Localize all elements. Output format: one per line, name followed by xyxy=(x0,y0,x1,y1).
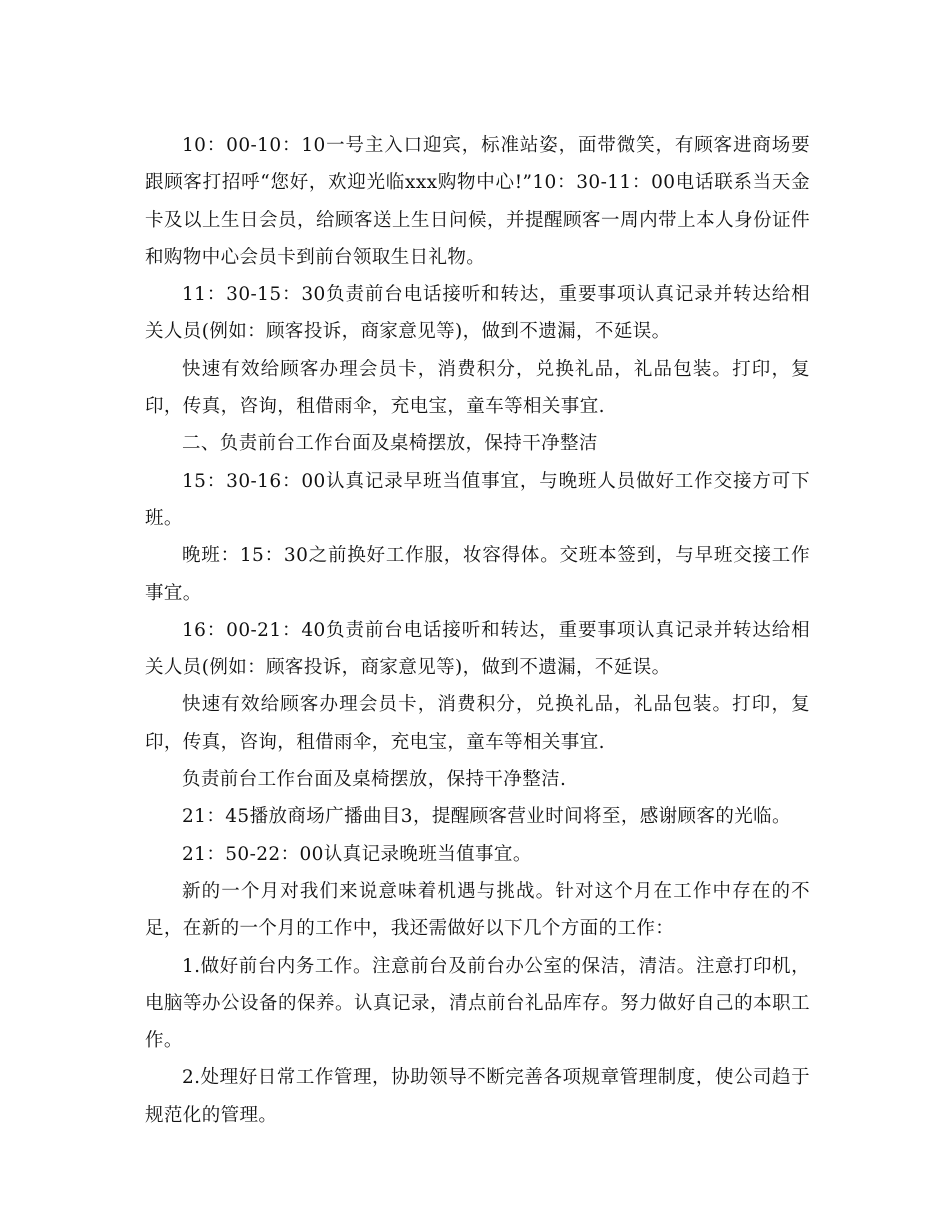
paragraph-phone-duty-day: 11：30-15：30负责前台电话接听和转达，重要事项认真记录并转达给相关人员(例如：顾客投诉，商家意见等)，做到不遗漏，不延误。 xyxy=(145,284,810,343)
paragraph-morning-greeting: 10：00-10：10一号主入口迎宾，标准站姿，面带微笑，有顾客进商场要跟顾客打招呼“您好，欢迎光临xxx购物中心!”10：30-11：00电话联系当天金卡及以上生日会员，给顾客送上生日问候，并提醒顾客一周内带上本人身份证件和购物中心会员卡到前台领取生日礼物。 xyxy=(145,135,810,268)
paragraph-phone-duty-evening: 16：00-21：40负责前台电话接听和转达，重要事项认真记录并转达给相关人员(例如：顾客投诉，商家意见等)，做到不遗漏，不延误。 xyxy=(145,619,810,679)
paragraph-closing-broadcast: 21：45播放商场广播曲目3，提醒顾客营业时间将至，感谢顾客的光临。 xyxy=(182,806,791,828)
paragraph-desk-tidy: 负责前台工作台面及桌椅摆放，保持干净整洁. xyxy=(182,769,567,791)
paragraph-plan-item-1: 1.做好前台内务工作。注意前台及前台办公室的保洁，清洁。注意打印机，电脑等办公设备的保养。认真记录，清点前台礼品库存。努力做好自己的本职工作。 xyxy=(145,955,810,1052)
paragraph-desk-tidy-heading: 二、负责前台工作台面及桌椅摆放，保持干净整洁 xyxy=(182,433,598,455)
paragraph-shift-handover: 15：30-16：00认真记录早班当值事宜，与晚班人员做好工作交接方可下班。 xyxy=(145,470,810,529)
paragraph-new-month: 新的一个月对我们来说意味着机遇与挑战。针对这个月在工作中存在的不足，在新的一个月的工作中，我还需做好以下几个方面的工作： xyxy=(145,880,810,940)
paragraph-member-services-evening: 快速有效给顾客办理会员卡，消费积分，兑换礼品，礼品包装。打印，复印，传真，咨询，租借雨伞，充电宝，童车等相关事宜. xyxy=(145,694,810,753)
paragraph-member-services-day: 快速有效给顾客办理会员卡，消费积分，兑换礼品，礼品包装。打印，复印，传真，咨询，租借雨伞，充电宝，童车等相关事宜. xyxy=(145,358,810,418)
paragraph-evening-record: 21：50-22：00认真记录晚班当值事宜。 xyxy=(182,843,532,865)
document-body xyxy=(145,127,810,1134)
paragraph-evening-shift: 晚班：15：30之前换好工作服，妆容得体。交班本签到，与早班交接工作事宜。 xyxy=(145,545,810,604)
paragraph-plan-item-2: 2.处理好日常工作管理，协助领导不断完善各项规章管理制度，使公司趋于规范化的管理。 xyxy=(145,1067,810,1126)
